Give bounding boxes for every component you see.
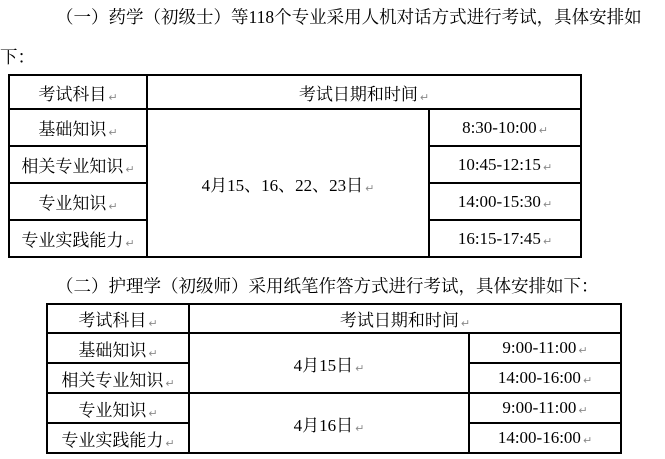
paragraph-mark: ↵ (165, 436, 175, 450)
date-cell (189, 333, 469, 393)
paragraph-mark: ↵ (542, 234, 553, 248)
time-cell (469, 423, 621, 453)
table-row (47, 393, 621, 423)
paragraph-mark: ↵ (108, 200, 118, 213)
time-cell (429, 220, 581, 257)
subject-cell (9, 183, 147, 220)
time-label: 9:00-11:00 (502, 338, 577, 357)
paragraph-mark: ↵ (355, 421, 365, 435)
time-cell (429, 183, 581, 220)
subject-label: 相关专业知识 (21, 157, 124, 176)
header-datetime-cell (189, 304, 621, 333)
date-cell (147, 109, 429, 257)
date-label: 4月16日 (293, 415, 354, 435)
table-header-row (47, 304, 621, 333)
subject-label: 相关专业知识 (61, 370, 164, 390)
paragraph-mark: ↵ (582, 374, 593, 387)
section-1-paragraph-line2: 下： (0, 47, 35, 67)
paragraph-mark: ↵ (165, 376, 175, 390)
subject-label: 专业实践能力 (61, 430, 164, 450)
paragraph-mark: ↵ (460, 317, 471, 330)
section-1-paragraph-line1: （一）药学（初级士）等118个专业采用人机对话方式进行考试，具体安排如 (56, 7, 642, 27)
date-label: 4月15、16、22、23日 (201, 175, 364, 195)
time-cell (469, 333, 621, 363)
section-2-paragraph-line: （二）护理学（初级师）采用纸笔作答方式进行考试，具体安排如下： (56, 276, 599, 296)
section-1-paragraph (0, 0, 665, 77)
paragraph-mark: ↵ (108, 90, 118, 104)
time-label: 14:00-15:30 (457, 191, 541, 211)
paragraph-mark: ↵ (538, 123, 548, 137)
time-cell (469, 363, 621, 393)
subject-cell (9, 146, 147, 183)
header-datetime-label: 考试日期和时间 (298, 84, 418, 104)
time-label: 10:45-12:15 (457, 154, 541, 174)
subject-label: 基础知识 (78, 340, 147, 360)
date-cell (189, 393, 469, 453)
subject-cell (47, 423, 189, 453)
time-label: 8:30-10:00 (462, 117, 537, 137)
time-cell (429, 146, 581, 183)
table-row (47, 333, 621, 363)
table-header-row (9, 75, 581, 109)
time-label: 9:00-11:00 (502, 398, 577, 417)
time-cell (469, 393, 621, 423)
subject-label: 专业实践能力 (21, 231, 124, 250)
time-cell (429, 109, 581, 146)
paragraph-mark: ↵ (582, 434, 593, 447)
header-subject-cell (9, 75, 147, 109)
header-subject-label: 考试科目 (78, 311, 147, 330)
paragraph-mark: ↵ (578, 344, 588, 357)
header-subject-label: 考试科目 (38, 84, 107, 104)
time-label: 14:00-16:00 (497, 368, 581, 387)
header-datetime-label: 考试日期和时间 (339, 311, 459, 330)
paragraph-mark: ↵ (578, 404, 588, 417)
header-datetime-cell (147, 75, 581, 109)
exam-schedule-table-2 (46, 303, 622, 454)
subject-cell (47, 333, 189, 363)
paragraph-mark: ↵ (108, 126, 118, 139)
paragraph-mark: ↵ (542, 197, 553, 211)
date-label: 4月15日 (293, 355, 354, 375)
time-label: 16:15-17:45 (457, 228, 541, 248)
subject-label: 专业知识 (38, 194, 107, 213)
paragraph-mark: ↵ (419, 90, 430, 104)
table-row (9, 109, 581, 146)
paragraph-mark: ↵ (355, 361, 365, 375)
subject-cell (47, 393, 189, 423)
paragraph-mark: ↵ (148, 346, 158, 360)
exam-schedule-table-1 (8, 74, 582, 258)
paragraph-mark: ↵ (148, 406, 158, 420)
paragraph-mark: ↵ (542, 160, 553, 174)
section-2-paragraph (0, 266, 665, 306)
time-label: 14:00-16:00 (497, 428, 581, 447)
paragraph-mark: ↵ (148, 317, 158, 330)
subject-cell (47, 363, 189, 393)
subject-cell (9, 220, 147, 257)
paragraph-mark: ↵ (365, 181, 375, 195)
paragraph-mark: ↵ (125, 163, 135, 176)
subject-cell (9, 109, 147, 146)
subject-label: 基础知识 (38, 120, 107, 139)
header-subject-cell (47, 304, 189, 333)
subject-label: 专业知识 (78, 400, 147, 420)
paragraph-mark: ↵ (125, 237, 135, 250)
